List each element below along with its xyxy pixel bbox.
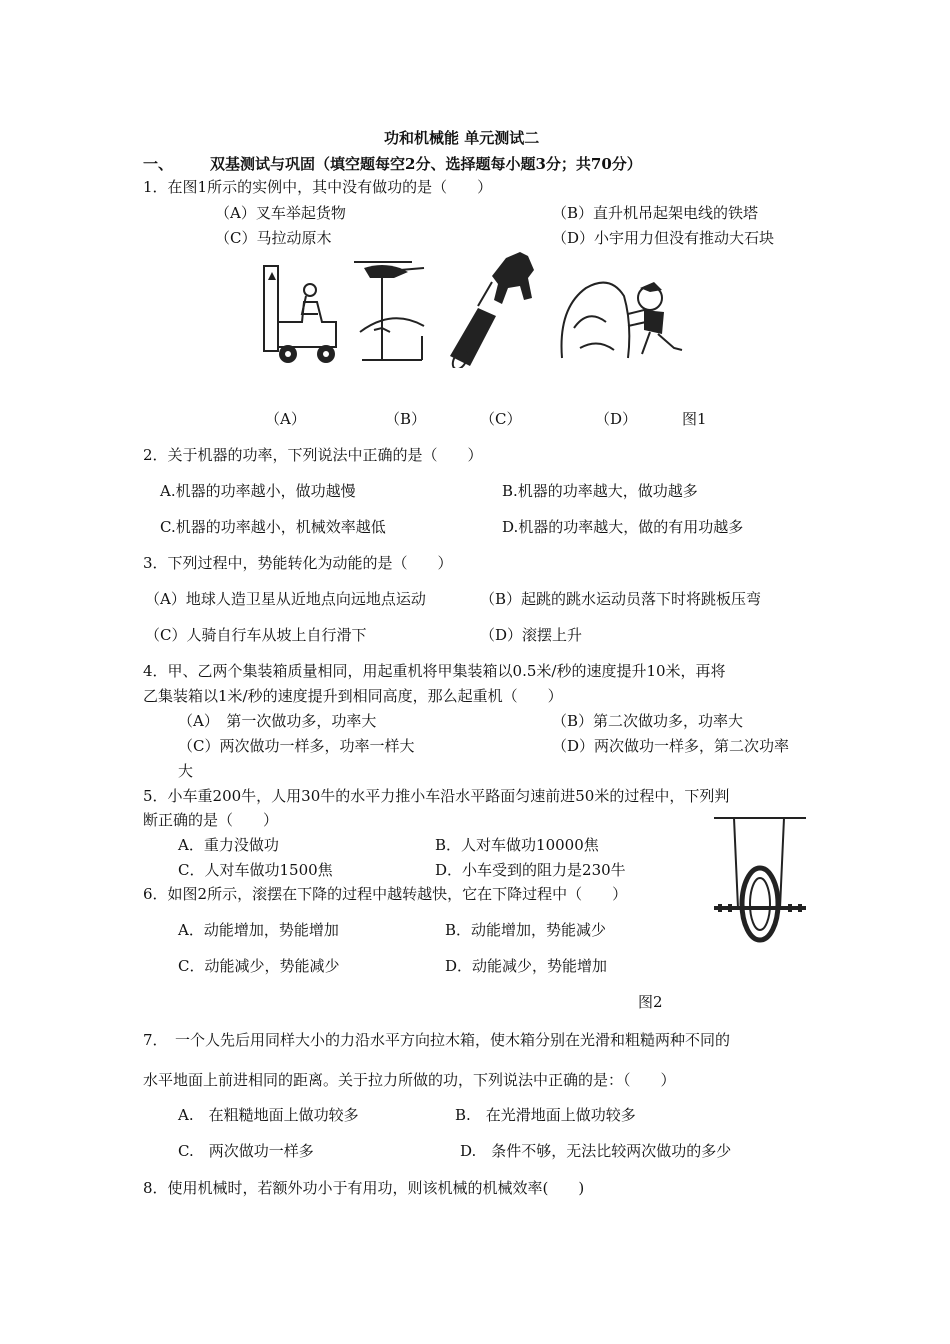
- section-heading: 双基测试与巩固（填空题每空2分、选择题每小题3分；共70分）: [210, 155, 642, 173]
- q5-stem-line1: 5．小车重200牛，人用30牛的水平力推小车沿水平路面匀速前进50米的过程中，下列判: [143, 787, 730, 805]
- q4-option-b: （B）第二次做功多，功率大: [552, 712, 744, 730]
- q2-option-a: A.机器的功率越小，做功越慢: [160, 482, 356, 500]
- q1-option-a: （A）叉车举起货物: [215, 204, 346, 222]
- q3-option-b: （B）起跳的跳水运动员落下时将跳板压弯: [480, 590, 762, 608]
- q2-option-b: B.机器的功率越大，做功越多: [502, 482, 698, 500]
- q3-option-a: （A）地球人造卫星从近地点向远地点运动: [145, 590, 426, 608]
- figure2-caption: 图2: [638, 993, 663, 1011]
- rolling-pendulum-figure: [710, 812, 810, 952]
- q5-option-c: C．人对车做功1500焦: [178, 861, 333, 879]
- q5-option-b: B．人对车做功10000焦: [435, 836, 599, 854]
- q4-option-a: （A） 第一次做功多，功率大: [178, 712, 377, 730]
- q7-option-a: A. 在粗糙地面上做功较多: [178, 1106, 359, 1124]
- q4-stem-line2: 乙集装箱以1米/秒的速度提升到相同高度，那么起重机（ ）: [143, 687, 563, 705]
- q7-stem-line2: 水平地面上前进相同的距离。关于拉力所做的功，下列说法中正确的是：（ ）: [143, 1071, 676, 1089]
- forklift-figure: [262, 262, 342, 367]
- q7-stem-line1: 7． 一个人先后用同样大小的力沿水平方向拉木箱，使木箱分别在光滑和粗糙两种不同的: [143, 1031, 731, 1049]
- q3-option-d: （D）滚摆上升: [480, 626, 583, 644]
- horse-log-figure: [448, 248, 548, 368]
- helicopter-figure: [352, 256, 432, 366]
- q1-option-b: （B）直升机吊起架电线的铁塔: [552, 204, 759, 222]
- q6-option-b: B．动能增加，势能减少: [445, 921, 607, 939]
- q2-option-c: C.机器的功率越小，机械效率越低: [160, 518, 386, 536]
- q7-option-d: D. 条件不够，无法比较两次做功的多少: [460, 1142, 732, 1160]
- q7-option-b: B. 在光滑地面上做功较多: [455, 1106, 636, 1124]
- q6-option-d: D．动能减少，势能增加: [445, 957, 608, 975]
- q5-stem-line2: 断正确的是（ ）: [143, 811, 279, 829]
- q4-option-d: （D）两次做功一样多，第二次功率: [552, 737, 790, 755]
- q1-option-c: （C）马拉动原木: [215, 229, 332, 247]
- q7-option-c: C. 两次做功一样多: [178, 1142, 314, 1160]
- q6-option-c: C．动能减少，势能减少: [178, 957, 340, 975]
- figure1-label-d: （D）: [595, 410, 638, 428]
- boy-pushing-rock-figure: [558, 268, 693, 363]
- figure1-label-c: （C）: [480, 410, 522, 428]
- q1-option-d: （D）小宇用力但没有推动大石块: [552, 229, 775, 247]
- figure1-label-b: （B）: [385, 410, 427, 428]
- figure1-caption: 图1: [682, 410, 707, 428]
- q3-stem: 3．下列过程中，势能转化为动能的是（ ）: [143, 554, 453, 572]
- q4-option-d-wrap: 大: [178, 762, 194, 780]
- q2-stem: 2．关于机器的功率，下列说法中正确的是（ ）: [143, 446, 483, 464]
- q2-option-d: D.机器的功率越大，做的有用功越多: [502, 518, 744, 536]
- q4-stem-line1: 4．甲、乙两个集装箱质量相同，用起重机将甲集装箱以0.5米/秒的速度提升10米，再将: [143, 662, 726, 680]
- q5-option-a: A．重力没做功: [178, 836, 279, 854]
- q8-stem: 8．使用机械时，若额外功小于有用功，则该机械的机械效率( ): [143, 1179, 585, 1197]
- q1-stem: 1．在图1所示的实例中，其中没有做功的是（ ）: [143, 178, 493, 196]
- q6-stem: 6．如图2所示，滚摆在下降的过程中越转越快，它在下降过程中（ ）: [143, 885, 628, 903]
- figure1-label-a: （A）: [265, 410, 306, 428]
- page-title: 功和机械能 单元测试二: [384, 129, 540, 147]
- q4-option-c: （C）两次做功一样多，功率一样大: [178, 737, 415, 755]
- q5-option-d: D．小车受到的阻力是230牛: [435, 861, 626, 879]
- q3-option-c: （C）人骑自行车从坡上自行滑下: [145, 626, 367, 644]
- section-number: 一、: [143, 155, 174, 173]
- q6-option-a: A．动能增加，势能增加: [178, 921, 339, 939]
